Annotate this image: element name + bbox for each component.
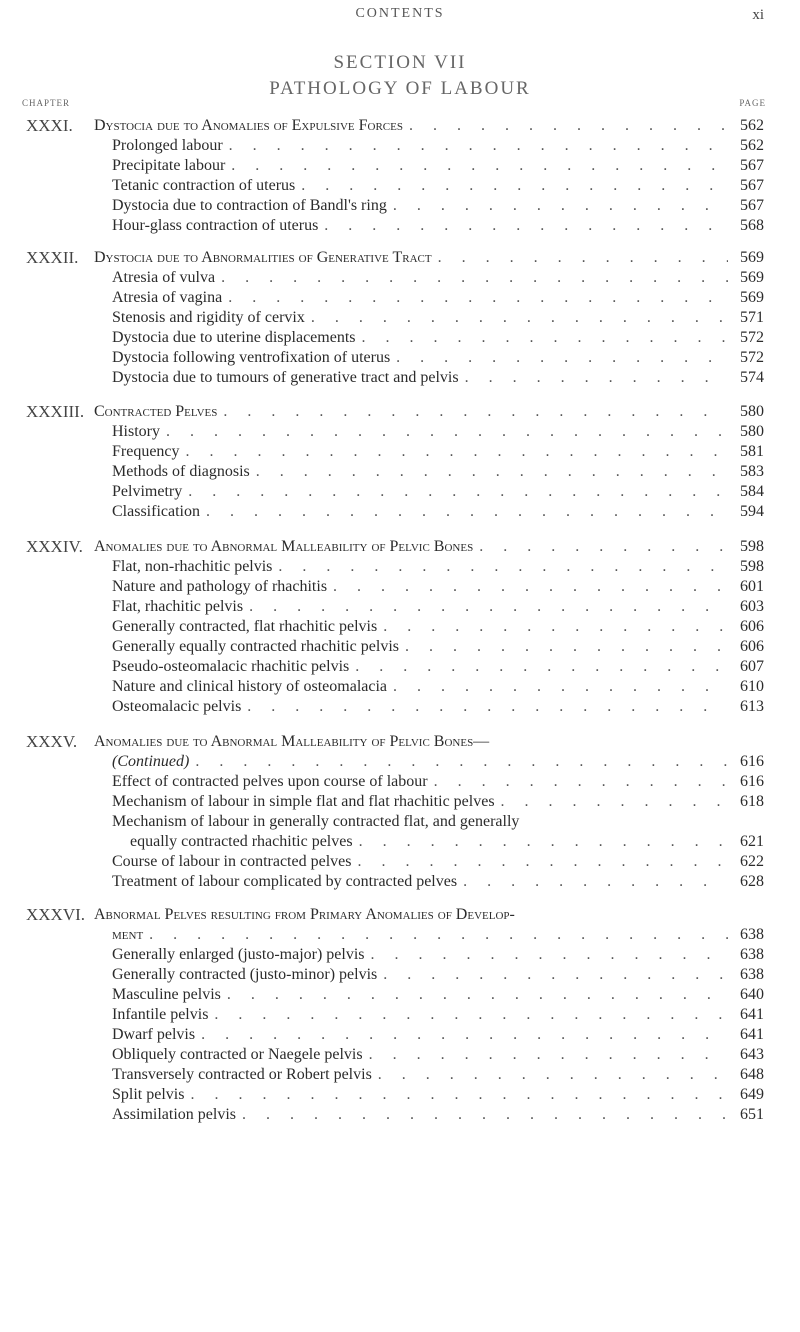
toc-entry[interactable] — [112, 945, 764, 965]
chapter-title: Dystocia due to Anomalies of Expulsive Forces — [94, 117, 403, 134]
page-number: 580 — [740, 423, 764, 440]
entry-title: Nature and pathology of rhachitis — [112, 578, 328, 595]
page-number: 572 — [740, 329, 764, 346]
entry-title: Atresia of vagina — [112, 289, 223, 306]
section-title: SECTION VII — [333, 52, 467, 73]
page-number: 574 — [740, 369, 764, 386]
toc-entry[interactable] — [112, 985, 764, 1005]
page-number: 581 — [740, 443, 764, 460]
toc-entry[interactable] — [112, 697, 764, 717]
page-number: 562 — [740, 117, 764, 134]
dot-leader — [149, 925, 728, 945]
page-number: 562 — [740, 137, 764, 154]
chapter-number: XXXV. — [26, 732, 78, 751]
dot-leader — [378, 1065, 728, 1085]
dot-leader — [201, 1025, 728, 1045]
toc-entry[interactable] — [112, 502, 764, 522]
entry-title: Hour-glass contraction of uterus — [112, 217, 319, 234]
page-number: 610 — [740, 678, 764, 695]
running-head — [0, 6, 800, 26]
page-number: 594 — [740, 503, 764, 520]
toc-entry[interactable] — [112, 965, 764, 985]
page-number: 569 — [740, 289, 764, 306]
dot-leader — [311, 308, 728, 328]
toc-entry[interactable] — [112, 792, 764, 812]
entry-title: Masculine pelvis — [112, 986, 221, 1003]
toc-entry[interactable] — [112, 422, 764, 442]
toc-entry[interactable] — [112, 462, 764, 482]
chapter-title-continued: ment — [112, 926, 144, 943]
toc-entry[interactable] — [112, 677, 764, 697]
entry-title: Tetanic contraction of uterus — [112, 177, 296, 194]
chapter-title: Dystocia due to Abnormalities of Generative Tract — [94, 249, 432, 266]
entry-title: Split pelvis — [112, 1086, 185, 1103]
page-number: 616 — [740, 753, 764, 770]
dot-leader — [501, 792, 728, 812]
entry-title: Transversely contracted or Robert pelvis — [112, 1066, 372, 1083]
dot-leader — [227, 985, 728, 1005]
page-number: 583 — [740, 463, 764, 480]
page-number: 580 — [740, 403, 764, 420]
entry-title: Infantile pelvis — [112, 1006, 209, 1023]
chapter-number: XXXII. — [26, 248, 79, 267]
toc-entry[interactable] — [112, 852, 764, 872]
entry-title: Generally contracted, flat rhachitic pelvis — [112, 618, 378, 635]
dot-leader — [396, 348, 728, 368]
entry-title: Dystocia due to uterine displacements — [112, 329, 356, 346]
dot-leader — [278, 557, 728, 577]
toc-entry[interactable] — [112, 196, 764, 216]
chapter-heading[interactable] — [112, 925, 764, 945]
entry-title: Generally equally contracted rhachitic pelvis — [112, 638, 399, 655]
chapter-heading[interactable] — [94, 116, 764, 136]
toc-entry[interactable] — [112, 557, 764, 577]
page-number: 616 — [740, 773, 764, 790]
entry-title: Classification — [112, 503, 200, 520]
dot-leader — [479, 537, 728, 557]
dot-leader — [393, 677, 728, 697]
chapter-number: XXXI. — [26, 116, 73, 135]
chapter-title: Anomalies due to Abnormal Malleability of Pelvic Bones — [94, 538, 474, 555]
chapter-number: XXXVI. — [26, 905, 86, 924]
dot-leader — [249, 597, 728, 617]
entry-title: Flat, non-rhachitic pelvis — [112, 558, 273, 575]
dot-leader — [166, 422, 728, 442]
dot-leader — [190, 1085, 728, 1105]
dot-leader — [361, 328, 728, 348]
chapter-heading[interactable] — [112, 752, 764, 772]
dot-leader — [434, 772, 728, 792]
entry-title: Dystocia due to contraction of Bandl's ring — [112, 197, 387, 214]
chapter-number: XXXIII. — [26, 402, 85, 421]
entry-title: Prolonged labour — [112, 137, 223, 154]
dot-leader — [369, 1045, 728, 1065]
toc-entry[interactable] — [112, 176, 764, 196]
page-number: 572 — [740, 349, 764, 366]
entry-title: Precipitate labour — [112, 157, 226, 174]
toc-entry[interactable] — [112, 1005, 764, 1025]
toc-entry[interactable] — [112, 657, 764, 677]
entry-title: Mechanism of labour in simple flat and flat rhachitic pelves — [112, 793, 495, 810]
page-number: 567 — [740, 197, 764, 214]
entry-title: Osteomalacic pelvis — [112, 698, 242, 715]
dot-leader — [409, 116, 728, 136]
toc-entry[interactable] — [112, 637, 764, 657]
page-number: 638 — [740, 926, 764, 943]
entry-title: Generally enlarged (justo-major) pelvis — [112, 946, 365, 963]
dot-leader — [383, 617, 728, 637]
toc-entry[interactable] — [112, 482, 764, 502]
chapter-title: Abnormal Pelves resulting from Primary Anomalies of Develop- — [94, 906, 515, 923]
page-number: 571 — [740, 309, 764, 326]
page-number: 618 — [740, 793, 764, 810]
toc-entry[interactable] — [112, 1065, 764, 1085]
page-number: 638 — [740, 946, 764, 963]
toc-entry[interactable] — [112, 1105, 764, 1125]
toc-entry[interactable] — [112, 156, 764, 176]
page-number: 567 — [740, 177, 764, 194]
dot-leader — [324, 216, 728, 236]
page-number: 651 — [740, 1106, 764, 1123]
entry-title: Dystocia following ventrofixation of uterus — [112, 349, 391, 366]
folio: xi — [752, 7, 764, 23]
dot-leader — [438, 248, 728, 268]
page-number: 643 — [740, 1046, 764, 1063]
entry-title: Pseudo-osteomalacic rhachitic pelvis — [112, 658, 350, 675]
entry-title: Assimilation pelvis — [112, 1106, 236, 1123]
dot-leader — [195, 752, 728, 772]
page-number: 613 — [740, 698, 764, 715]
chapter-heading[interactable] — [94, 402, 764, 422]
dot-leader — [333, 577, 728, 597]
chapter-title: Contracted Pelves — [94, 403, 218, 420]
dot-leader — [247, 697, 728, 717]
page-number: 568 — [740, 217, 764, 234]
toc-entry[interactable] — [112, 772, 764, 792]
page-number: 598 — [740, 538, 764, 555]
chapter-column-label: CHAPTER — [22, 98, 71, 108]
entry-title: Obliquely contracted or Naegele pelvis — [112, 1046, 363, 1063]
entry-title: Generally contracted (justo-minor) pelvis — [112, 966, 378, 983]
running-title: CONTENTS — [355, 6, 445, 21]
page-number: 648 — [740, 1066, 764, 1083]
part-title: PATHOLOGY OF LABOUR — [269, 78, 531, 99]
page-number: 584 — [740, 483, 764, 500]
page-number: 628 — [740, 873, 764, 890]
page-number: 601 — [740, 578, 764, 595]
toc-entry[interactable] — [112, 1045, 764, 1065]
toc-entry[interactable] — [112, 288, 764, 308]
entry-title: Dystocia due to tumours of generative tract and pelvis — [112, 369, 459, 386]
dot-leader — [463, 872, 728, 892]
dot-leader — [186, 442, 728, 462]
page-number: 607 — [740, 658, 764, 675]
page-number: 622 — [740, 853, 764, 870]
page-number: 606 — [740, 638, 764, 655]
chapter-title: Anomalies due to Abnormal Malleability of Pelvic Bones— — [94, 733, 490, 750]
dot-leader — [301, 176, 728, 196]
entry-title: Atresia of vulva — [112, 269, 216, 286]
dot-leader — [242, 1105, 728, 1125]
page-number: 640 — [740, 986, 764, 1003]
entry-title: Nature and clinical history of osteomalacia — [112, 678, 388, 695]
page-number: 569 — [740, 249, 764, 266]
toc-entry[interactable] — [112, 617, 764, 637]
dot-leader — [357, 852, 728, 872]
dot-leader — [359, 832, 728, 852]
dot-leader — [355, 657, 728, 677]
toc-entry[interactable] — [112, 136, 764, 156]
page-number: 641 — [740, 1006, 764, 1023]
dot-leader — [465, 368, 728, 388]
page-number: 638 — [740, 966, 764, 983]
page-number: 606 — [740, 618, 764, 635]
chapter-heading[interactable] — [94, 248, 764, 268]
toc-entry[interactable] — [112, 872, 764, 892]
toc-entry[interactable] — [112, 328, 764, 348]
entry-title: Pelvimetry — [112, 483, 183, 500]
chapter-number: XXXIV. — [26, 537, 83, 556]
entry-title: Dwarf pelvis — [112, 1026, 196, 1043]
dot-leader — [393, 196, 728, 216]
chapter-title-continued: (Continued) — [112, 753, 190, 770]
dot-leader — [231, 156, 728, 176]
toc-entry[interactable] — [112, 1025, 764, 1045]
entry-title: Frequency — [112, 443, 180, 460]
entry-title: Effect of contracted pelves upon course of labour — [112, 773, 428, 790]
toc-entry[interactable] — [112, 1085, 764, 1105]
dot-leader — [206, 502, 728, 522]
toc-entry[interactable] — [112, 577, 764, 597]
page-number: 621 — [740, 833, 764, 850]
entry-title: Course of labour in contracted pelves — [112, 853, 352, 870]
dot-leader — [221, 268, 728, 288]
toc-entry[interactable] — [112, 268, 764, 288]
entry-title-continued: equally contracted rhachitic pelves — [130, 833, 353, 850]
entry-title: Flat, rhachitic pelvis — [112, 598, 244, 615]
entry-title: Stenosis and rigidity of cervix — [112, 309, 305, 326]
page-number: 567 — [740, 157, 764, 174]
toc-entry[interactable] — [112, 368, 764, 388]
toc-entry[interactable] — [112, 308, 764, 328]
dot-leader — [405, 637, 728, 657]
dot-leader — [256, 462, 728, 482]
toc-entry[interactable] — [112, 216, 764, 236]
dot-leader — [229, 136, 728, 156]
toc-entry[interactable] — [130, 832, 764, 852]
entry-title[interactable]: Mechanism of labour in generally contracted flat, and generally — [112, 813, 520, 830]
entry-title: Methods of diagnosis — [112, 463, 250, 480]
page-number: 641 — [740, 1026, 764, 1043]
entry-title: History — [112, 423, 160, 440]
toc-entry[interactable] — [112, 442, 764, 462]
dot-leader — [188, 482, 728, 502]
page-number: 603 — [740, 598, 764, 615]
toc-entry[interactable] — [112, 348, 764, 368]
page-number: 569 — [740, 269, 764, 286]
toc-entry[interactable] — [112, 597, 764, 617]
dot-leader — [383, 965, 728, 985]
dot-leader — [228, 288, 728, 308]
page-column-label: PAGE — [739, 98, 766, 108]
chapter-heading[interactable] — [94, 537, 764, 557]
dot-leader — [214, 1005, 728, 1025]
page-number: 649 — [740, 1086, 764, 1103]
dot-leader — [223, 402, 728, 422]
page-number: 598 — [740, 558, 764, 575]
entry-title: Treatment of labour complicated by contracted pelves — [112, 873, 458, 890]
dot-leader — [371, 945, 728, 965]
